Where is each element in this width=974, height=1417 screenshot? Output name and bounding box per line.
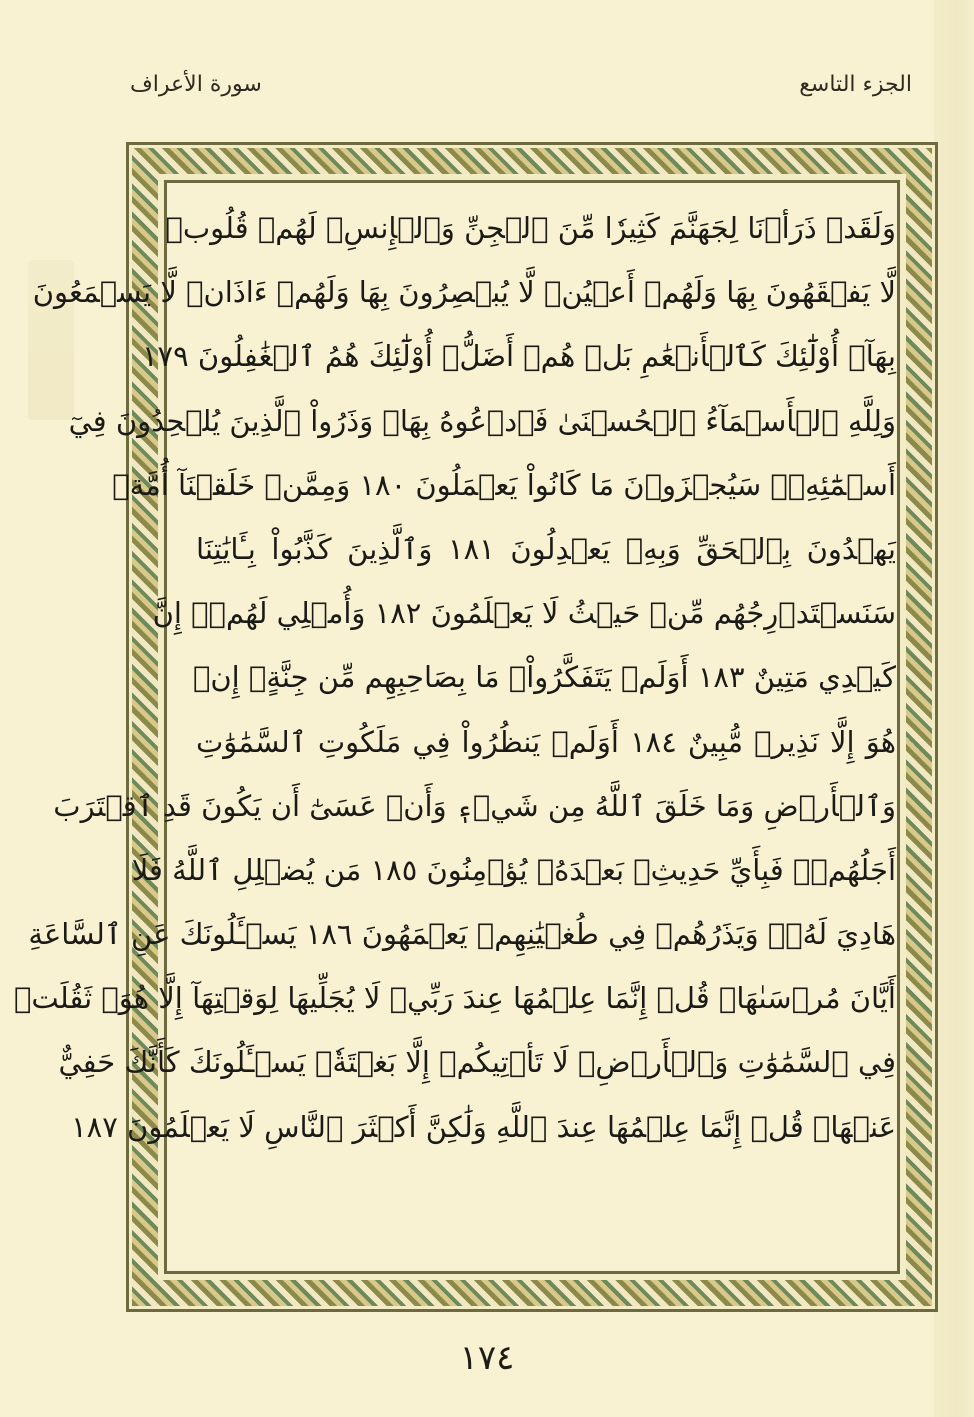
- verse-line: وَلِلَّهِ ٱلۡأَسۡمَآءُ ٱلۡحُسۡنَىٰ فَٱدۡعُوهُ بِهَاۖ وَذَرُواْ ٱلَّذِينَ يُلۡحِدُونَ فِيٓ: [68, 403, 896, 438]
- verse-line: سَنَسۡتَدۡرِجُهُم مِّنۡ حَيۡثُ لَا يَعۡلَمُونَ ١٨٢ وَأُمۡلِي لَهُمۡۚ إِنَّ: [152, 596, 896, 631]
- verse-line: لَّا يَفۡقَهُونَ بِهَا وَلَهُمۡ أَعۡيُنٞ لَّا يُبۡصِرُونَ بِهَا وَلَهُمۡ ءَاذَانٞ لَّا يَسۡمَعُونَ: [32, 275, 896, 310]
- verse-line: فِي ٱلسَّمَٰوَٰتِ وَٱلۡأَرۡضِۚ لَا تَأۡتِيكُمۡ إِلَّا بَغۡتَةٗۗ يَسۡـَٔلُونَكَ كَأَنَّكَ حَفِيٌّ: [58, 1045, 896, 1080]
- verse-line: يَهۡدُونَ بِٱلۡحَقِّ وَبِهِۦ يَعۡدِلُونَ ١٨١ وَٱلَّذِينَ كَذَّبُواْ بِـَٔايَٰتِنَا: [196, 531, 896, 566]
- verse-block: [13, 196, 897, 1159]
- page-number: ١٧٤: [459, 1338, 515, 1378]
- verse-line: عَنۡهَاۖ قُلۡ إِنَّمَا عِلۡمُهَا عِندَ ٱللَّهِ وَلَٰكِنَّ أَكۡثَرَ ٱلنَّاسِ لَا يَعۡلَمُونَ ١٨٧: [71, 1109, 896, 1144]
- verse-line: وَلَقَدۡ ذَرَأۡنَا لِجَهَنَّمَ كَثِيرٗا مِّنَ ٱلۡجِنِّ وَٱلۡإِنسِۖ لَهُمۡ قُلُوبٞ: [165, 211, 896, 245]
- verse-line: أَسۡمَٰٓئِهِۦۚ سَيُجۡزَوۡنَ مَا كَانُواْ يَعۡمَلُونَ ١٨٠ وَمِمَّنۡ خَلَقۡنَآ أُمَّةٞ: [112, 467, 896, 502]
- verse-line: هَادِيَ لَهُۥۚ وَيَذَرُهُمۡ فِي طُغۡيَٰنِهِمۡ يَعۡمَهُونَ ١٨٦ يَسۡـَٔلُونَكَ عَنِ ٱلسَّاعَةِ: [28, 917, 896, 952]
- verse-line: بِهَآۚ أُوْلَٰٓئِكَ كَٱلۡأَنۡعَٰمِ بَلۡ هُمۡ أَضَلُّۚ أُوْلَٰٓئِكَ هُمُ ٱلۡغَٰفِلُونَ ١٧٩: [141, 339, 896, 374]
- verse-line: كَيۡدِي مَتِينٌ ١٨٣ أَوَلَمۡ يَتَفَكَّرُواْۗ مَا بِصَاحِبِهِم مِّن جِنَّةٍۚ إِنۡ: [192, 660, 896, 695]
- page-spine-shadow: [934, 0, 974, 1417]
- verse-line: أَجَلُهُمۡۖ فَبِأَيِّ حَدِيثِۭ بَعۡدَهُۥ يُؤۡمِنُونَ ١٨٥ مَن يُضۡلِلِ ٱللَّهُ فَلَا: [131, 852, 896, 887]
- verse-line: هُوَ إِلَّا نَذِيرٞ مُّبِينٌ ١٨٤ أَوَلَمۡ يَنظُرُواْ فِي مَلَكُوتِ ٱلسَّمَٰوَٰتِ: [196, 724, 897, 759]
- verse-line: أَيَّانَ مُرۡسَىٰهَاۖ قُلۡ إِنَّمَا عِلۡمُهَا عِندَ رَبِّيۖ لَا يُجَلِّيهَا لِوَقۡتِهَآ إِلَّا هُوَۚ ثَقُلَتۡ: [13, 981, 896, 1016]
- surah-title: سورة الأعراف: [130, 72, 262, 97]
- juz-title: الجزء التاسع: [799, 72, 912, 97]
- verse-line: وَٱلۡأَرۡضِ وَمَا خَلَقَ ٱللَّهُ مِن شَيۡءٖ وَأَنۡ عَسَىٰٓ أَن يَكُونَ قَدِ ٱقۡتَرَبَ: [53, 788, 896, 823]
